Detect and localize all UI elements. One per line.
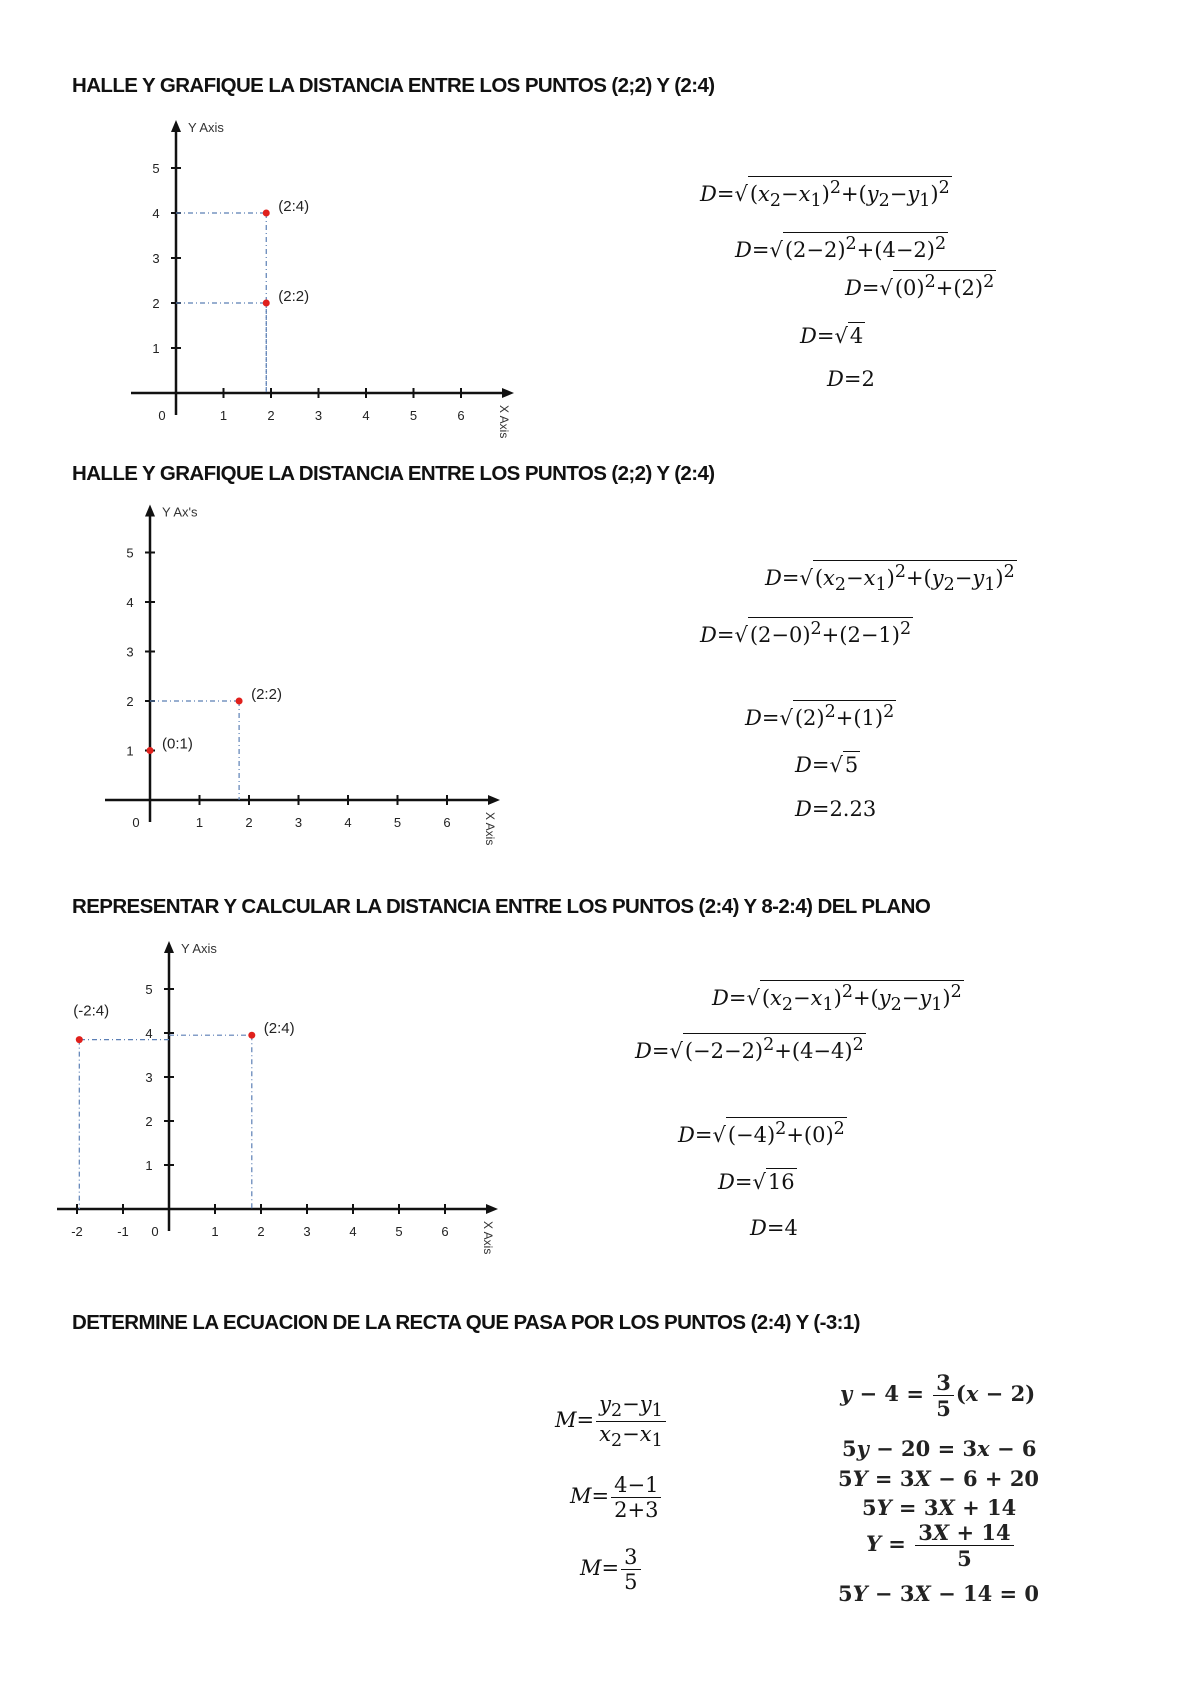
data-point — [76, 1036, 83, 1043]
line-step-2: 5y − 20 = 3x − 6 — [842, 1436, 1037, 1461]
x-tick-label: 4 — [344, 815, 352, 830]
section-1-step-5: D=2 — [827, 367, 875, 391]
x-tick-label: 3 — [303, 1224, 311, 1239]
section-2-step-3: $D=√(2)^2+(1)^2$ — [745, 702, 895, 730]
x-tick-label: 1 — [219, 408, 228, 423]
y-tick-label: 4 — [152, 206, 160, 221]
section-3-step-4: D=√16 — [718, 1170, 795, 1194]
line-step-1: y − 4 = $\frac{3}{5}$ (x − 2) — [840, 1370, 1036, 1421]
x-tick-label: 1 — [195, 815, 204, 830]
x-tick-label: 5 — [409, 408, 418, 423]
y-tick-label: 3 — [145, 1070, 153, 1085]
y-tick-label: 5 — [126, 545, 134, 561]
slope-step-2: M= $\frac{4-1}{2+3}$ — [570, 1473, 663, 1522]
y-axis-label: Y Axis — [188, 120, 224, 135]
y-tick-label: 2 — [126, 694, 134, 709]
section-2-step-2: $D=√(2-0)^2+(2-1)^2$ — [700, 619, 912, 647]
x-tick-label: 5 — [393, 815, 402, 830]
x-tick-label: 2 — [267, 408, 275, 423]
y-tick-label: 1 — [152, 341, 160, 356]
x-tick-label: 6 — [441, 1224, 449, 1239]
x-tick-label: 0 — [151, 1224, 159, 1239]
x-tick-label: 3 — [294, 815, 303, 830]
section-3-step-3: $D=√(-4)^2+(0)^2$ — [678, 1119, 845, 1147]
slope-step-1: M= $\frac{y_2-y_1}{x_2-x_1}$ — [555, 1392, 668, 1451]
data-point — [248, 1032, 255, 1039]
x-axis-label: X Axis — [481, 1221, 495, 1255]
section-3-step-5: D=4 — [750, 1216, 798, 1240]
x-tick-label: 3 — [314, 408, 323, 423]
section-2-step-1: $D=√(x_2-x_1)^2+(y_2-y_1)^2$ — [765, 562, 1015, 596]
y-tick-label: 2 — [152, 296, 160, 311]
section-1-step-1: $D=√(x_2-x_1)^2+(y_2-y_1)^2$ — [700, 178, 950, 212]
slope-step-3: M= $\frac{3}{5}$ — [580, 1545, 643, 1594]
point-label: (2:4) — [278, 198, 310, 215]
section-1-step-4: D=√4 — [800, 324, 864, 348]
x-tick-label: -2 — [71, 1224, 83, 1239]
section-3-step-2: $D=√(-2-2)^2+(4-4)^2$ — [635, 1035, 864, 1063]
point-label: (2:2) — [278, 288, 310, 305]
line-step-4: 5Y = 3X + 14 — [862, 1495, 1017, 1520]
point-label: (0:1) — [162, 735, 193, 753]
x-tick-label: 2 — [257, 1224, 265, 1239]
section-3-step-1: $D=√(x_2-x_1)^2+(y_2-y_1)^2$ — [712, 982, 962, 1016]
x-axis-label: X Axis — [497, 405, 511, 439]
line-step-6: 5Y − 3X − 14 = 0 — [838, 1581, 1040, 1606]
section-1-heading: HALLE Y GRAFIQUE LA DISTANCIA ENTRE LOS PUNTOS (2;2) Y (2:4) — [72, 74, 715, 97]
section-4-heading: DETERMINE LA ECUACION DE LA RECTA QUE PASA POR LOS PUNTOS (2:4) Y (-3:1) — [72, 1311, 860, 1334]
x-tick-label: 5 — [395, 1224, 403, 1239]
y-tick-label: 4 — [145, 1026, 153, 1041]
section-1-step-3: $D=√(0)^2+(2)^2$ — [845, 272, 995, 300]
y-axis-label: Y Axis — [181, 941, 217, 956]
point-label: (-2:4) — [73, 1002, 110, 1020]
x-tick-label: 0 — [132, 815, 140, 830]
x-axis-arrow — [486, 1204, 498, 1214]
line-step-5: Y = $\frac{3X + 14}{5}$ — [866, 1520, 1016, 1571]
point-label: (2:4) — [263, 1020, 295, 1038]
y-tick-label: 4 — [126, 595, 134, 610]
point-label: (2:2) — [251, 686, 282, 703]
y-axis-arrow — [164, 941, 174, 953]
y-tick-label: 3 — [152, 251, 160, 266]
y-axis-label: Y Ax's — [162, 504, 198, 520]
x-tick-label: 2 — [245, 815, 253, 830]
section-1-step-2: $D=√(2-2)^2+(4-2)^2$ — [735, 234, 947, 262]
y-tick-label: 1 — [126, 743, 134, 759]
x-tick-label: 0 — [158, 408, 166, 423]
x-tick-label: 1 — [211, 1224, 219, 1239]
x-tick-label: 6 — [443, 815, 451, 830]
section-2-step-5: D=2.23 — [795, 797, 877, 821]
x-tick-label: 4 — [349, 1224, 357, 1239]
y-tick-label: 3 — [126, 644, 134, 660]
x-axis-label: X Axis — [483, 812, 497, 846]
x-tick-label: 4 — [362, 408, 370, 423]
section-3-heading: REPRESENTAR Y CALCULAR LA DISTANCIA ENTRE LOS PUNTOS (2:4) Y 8-2:4) DEL PLANO — [72, 895, 931, 918]
x-tick-label: 6 — [457, 408, 465, 423]
y-tick-label: 5 — [145, 982, 153, 997]
y-tick-label: 1 — [145, 1158, 153, 1173]
y-tick-label: 5 — [152, 161, 160, 176]
line-step-3: 5Y = 3X − 6 + 20 — [838, 1466, 1040, 1491]
x-tick-label: -1 — [117, 1224, 129, 1239]
section-2-heading: HALLE Y GRAFIQUE LA DISTANCIA ENTRE LOS PUNTOS (2;2) Y (2:4) — [72, 462, 715, 485]
y-tick-label: 2 — [145, 1114, 153, 1129]
section-2-step-4: D=√5 — [795, 753, 859, 777]
